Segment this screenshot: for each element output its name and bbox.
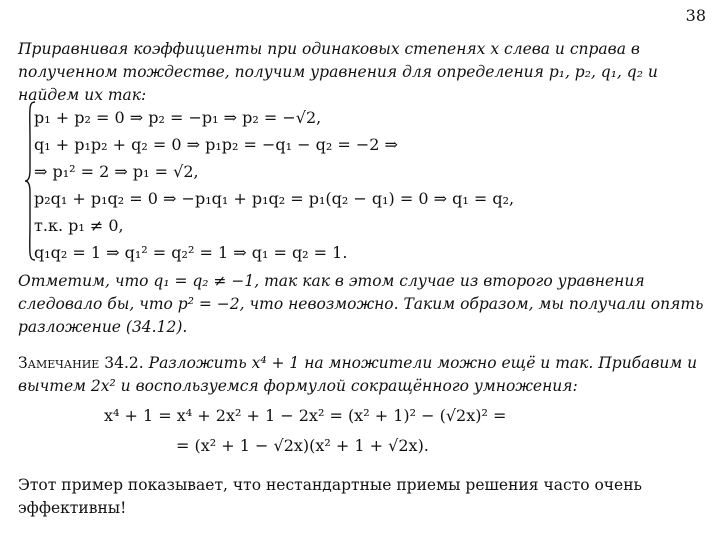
page-number: 38	[685, 6, 706, 25]
remark-paragraph	[18, 352, 704, 398]
system-line: т.к. p₁ ≠ 0,	[34, 216, 124, 235]
remark-label: Замечание 34.2.	[18, 354, 144, 372]
system-line: ⇒ p₁² = 2 ⇒ p₁ = √2,	[34, 162, 199, 181]
system-line: q₁q₂ = 1 ⇒ q₁² = q₂² = 1 ⇒ q₁ = q₂ = 1.	[34, 243, 348, 262]
remark-text: Разложить x⁴ + 1 на множители можно ещё и так. Прибавим и вычтем 2x² и воспользуемся формулой сокращённого умножения:	[18, 354, 698, 395]
formula-line-2: = (x² + 1 − √2x)(x² + 1 + √2x).	[176, 436, 429, 455]
conclusion-paragraph: Этот пример показывает, что нестандартные приемы решения часто очень эффективны!	[18, 476, 642, 517]
system-line: p₂q₁ + p₁q₂ = 0 ⇒ −p₁q₁ + p₁q₂ = p₁(q₂ − q₁) = 0 ⇒ q₁ = q₂,	[34, 189, 515, 208]
intro-paragraph: Приравнивая коэффициенты при одинаковых степенях x слева и справа в полученном тождестве, получим уравнения для определения p₁, p₂, q₁, q₂ и найдем их так:	[18, 40, 658, 104]
note-paragraph: Отметим, что q₁ = q₂ ≠ −1, так как в этом случае из второго уравнения следовало бы, что p² = −2, что невозможно. Таким образом, мы получали опять разложение (34.12).	[18, 272, 704, 336]
formula-line-1: x⁴ + 1 = x⁴ + 2x² + 1 − 2x² = (x² + 1)² − (√2x)² =	[104, 406, 507, 425]
equation-system	[34, 104, 514, 266]
system-line: q₁ + p₁p₂ + q₂ = 0 ⇒ p₁p₂ = −q₁ − q₂ = −2 ⇒	[34, 135, 398, 154]
system-line: p₁ + p₂ = 0 ⇒ p₂ = −p₁ ⇒ p₂ = −√2,	[34, 108, 322, 127]
